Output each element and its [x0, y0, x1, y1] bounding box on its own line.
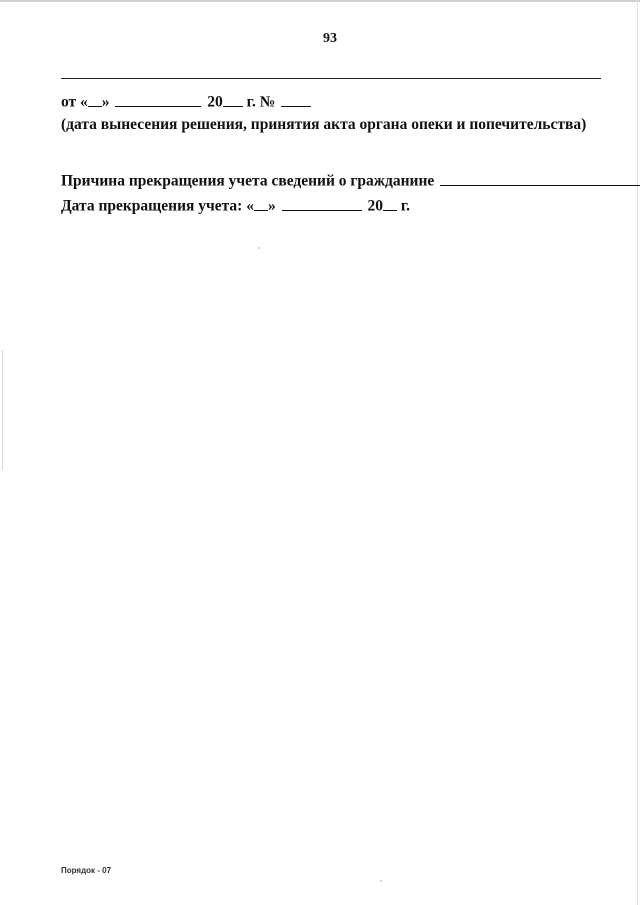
number-label: г. № [246, 93, 276, 111]
day-blank [88, 90, 102, 107]
termination-date-line [61, 194, 410, 216]
decision-date-line [61, 90, 313, 112]
page-top-edge [0, 0, 640, 2]
scan-speck [380, 880, 382, 882]
end-year-suffix: г. [400, 197, 411, 215]
month-blank [115, 90, 201, 107]
page-number: 93 [323, 31, 337, 46]
top-rule-line [61, 78, 601, 79]
page-right-edge [637, 0, 638, 905]
end-day-blank [254, 194, 268, 211]
decision-date-caption: (дата вынесения решения, принятия акта органа опеки и попечительства) [61, 116, 587, 133]
scan-speck [258, 247, 260, 249]
year-blank [223, 90, 243, 107]
reason-blank [440, 169, 640, 186]
page-left-edge [2, 350, 3, 470]
termination-reason-line [61, 169, 640, 191]
reason-label: Причина прекращения учета сведений о гражданине [61, 172, 435, 190]
end-date-quote-close: » [267, 197, 276, 215]
end-year-blank [383, 194, 397, 211]
date-prefix: от « [61, 93, 88, 111]
year-prefix: 20 [207, 93, 223, 111]
end-date-label: Дата прекращения учета: « [61, 197, 254, 215]
footer-label: Порядок - 07 [61, 866, 112, 875]
number-blank [281, 90, 311, 107]
end-year-prefix: 20 [367, 197, 383, 215]
date-quote-close: » [101, 93, 110, 111]
end-month-blank [282, 194, 362, 211]
